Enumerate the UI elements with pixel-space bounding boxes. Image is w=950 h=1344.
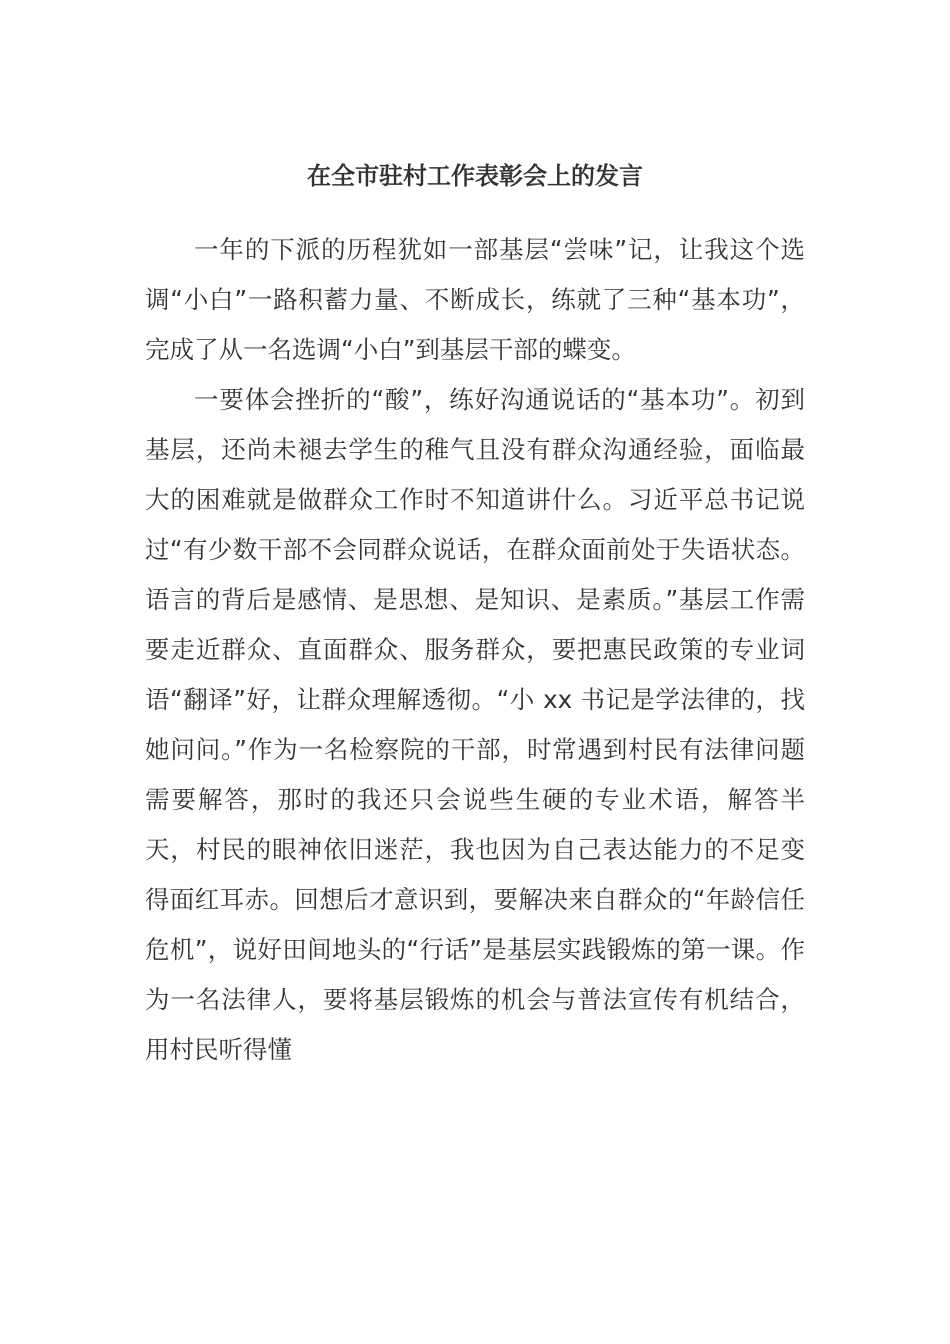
document-body bbox=[145, 225, 805, 1075]
paragraph-intro: 一年的下派的历程犹如一部基层“尝味”记，让我这个选调“小白”一路积蓄力量、不断成长，练就了三种“基本功”，完成了从一名选调“小白”到基层干部的蝶变。 bbox=[145, 235, 805, 364]
paragraph-communication: 一要体会挫折的“酸”，练好沟通说话的“基本功”。初到基层，还尚未褪去学生的稚气且没有群众沟通经验，面临最大的困难就是做群众工作时不知道讲什么。习近平总书记说过“有少数干部不会同群众说话，在群众面前处于失语状态。语言的背后是感情、是思想、是知识、是素质。”基层工作需要走近群众、直面群众、服务群众，要把惠民政策的专业词语“翻译”好，让群众理解透彻。“小 xx 书记是学法律的，找她问问。”作为一名检察院的干部，时常遇到村民有法律问题需要解答，那时的我还只会说些生硬的专业术语，解答半天，村民的眼神依旧迷茫，我也因为自己表达能力的不足变得面红耳赤。回想后才意识到，要解决来自群众的“年龄信任危机”，说好田间地头的“行话”是基层实践锻炼的第一课。作为一名法律人，要将基层锻炼的机会与普法宣传有机结合，用村民听得懂 bbox=[145, 385, 805, 1064]
document-title: 在全市驻村工作表彰会上的发言 bbox=[307, 162, 643, 190]
